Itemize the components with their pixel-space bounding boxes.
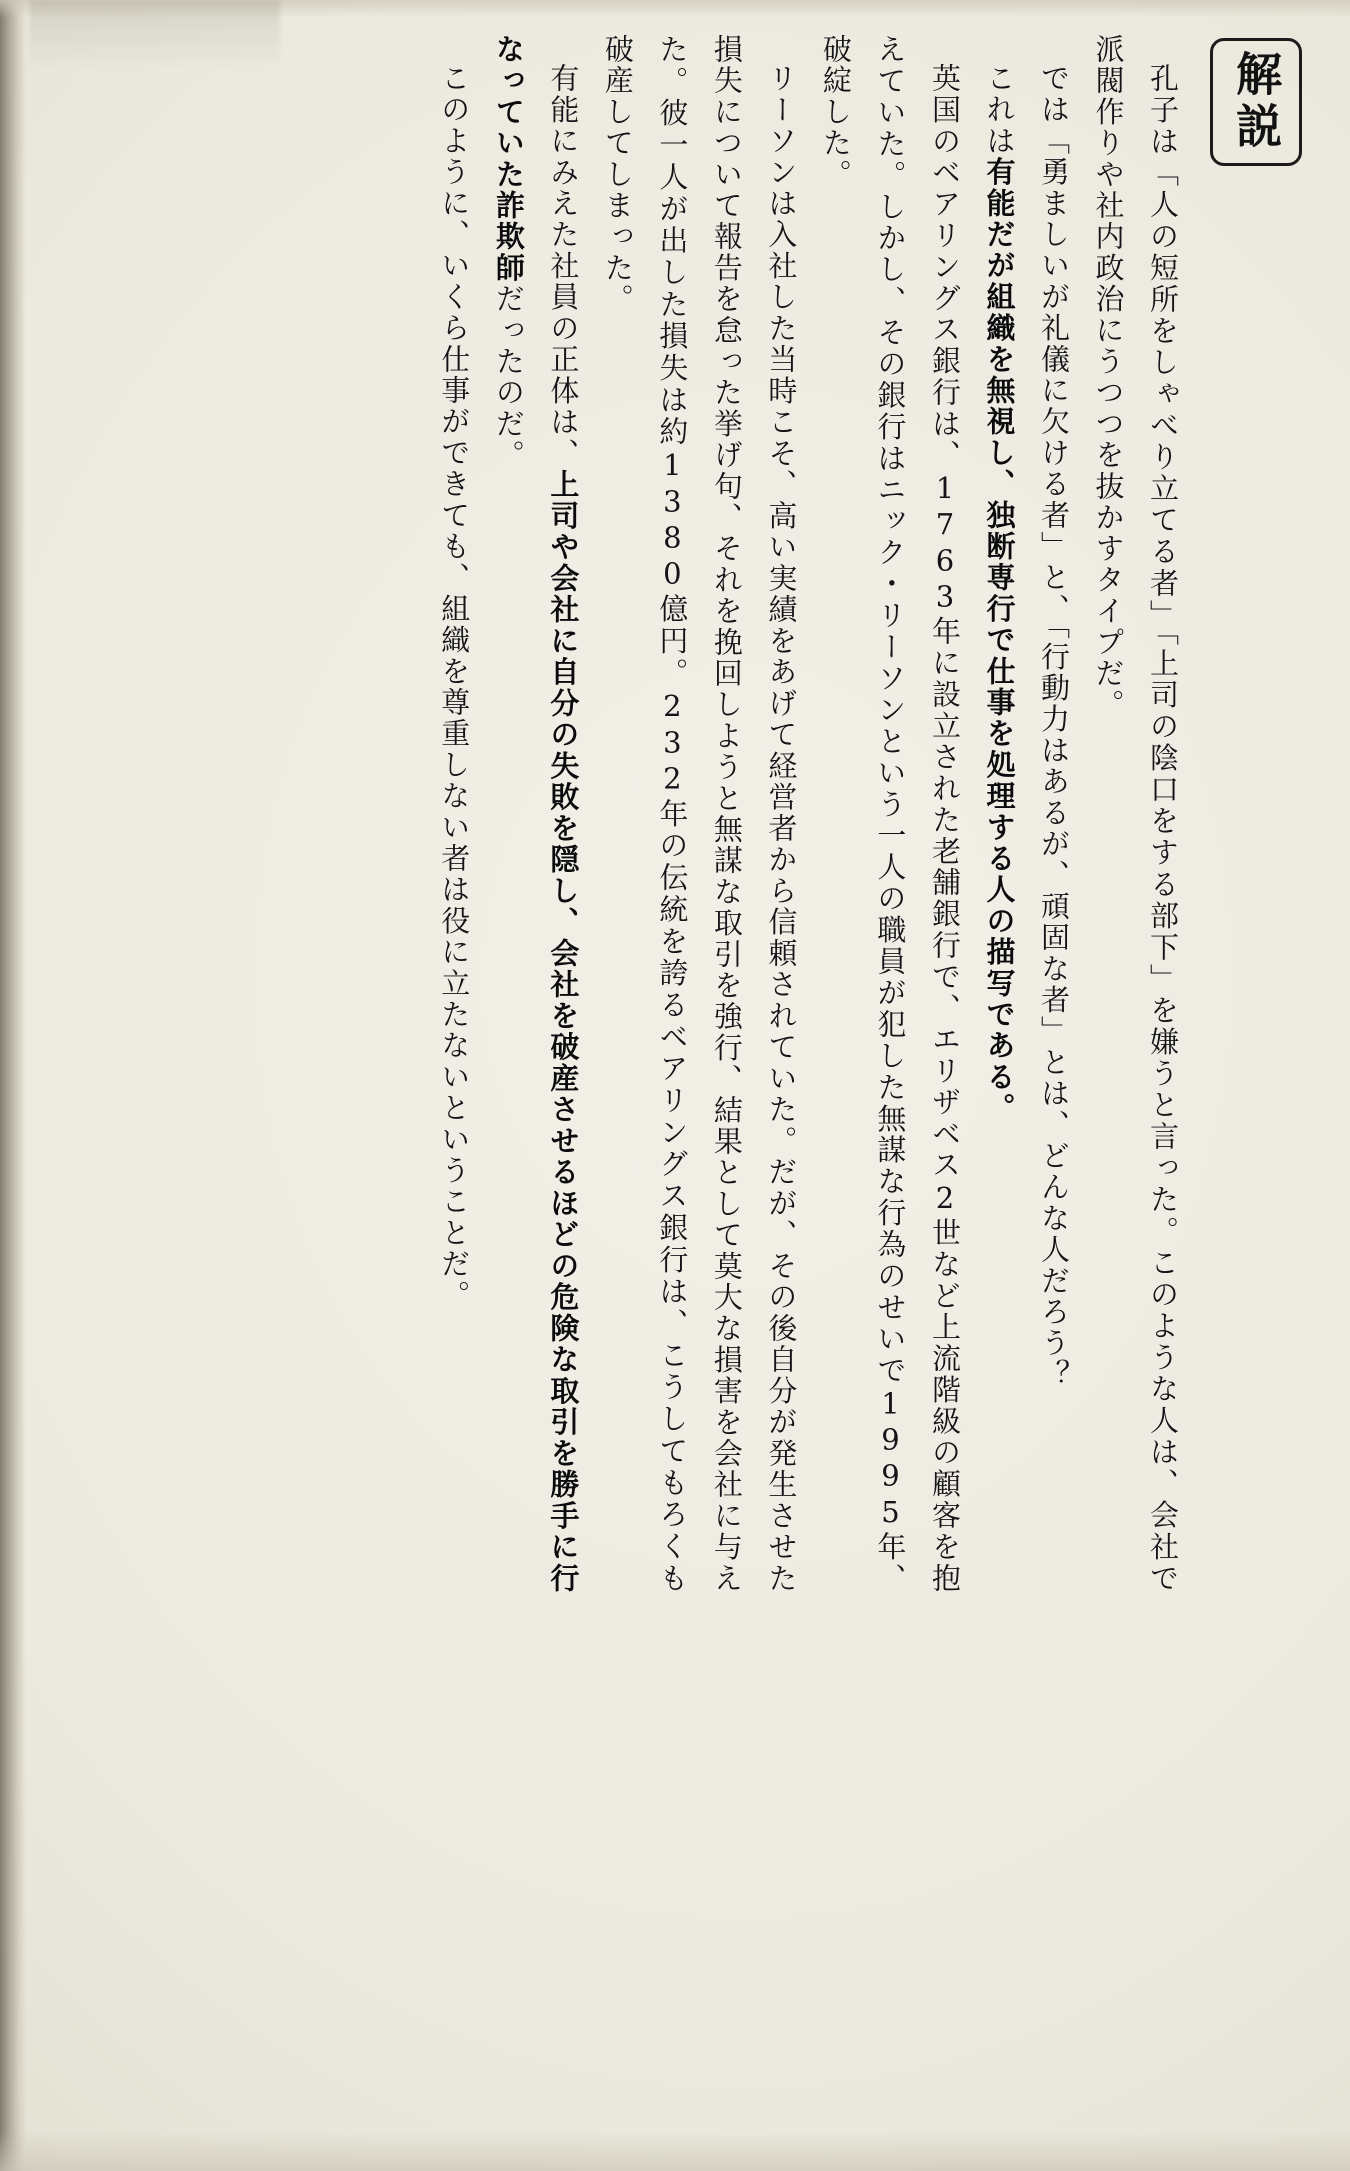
paragraph-text: では「勇ましいが礼儀に欠ける者」と、「行動力はあるが、頑固な者」とは、どんな人だろう？ <box>1036 63 1071 1391</box>
paragraph <box>427 34 482 1594</box>
paragraph-text: このように、いくら仕事ができても、組織を尊重しない者は役に立たないということだ。 <box>437 63 472 1311</box>
section-heading-label: 解説 <box>1229 50 1284 154</box>
paragraph-text: だったのだ。 <box>491 283 526 471</box>
paragraph <box>808 34 972 1594</box>
page-edge-shadow-right <box>1290 0 1350 2171</box>
page-edge-shadow-left <box>0 0 26 2171</box>
paragraph-text: 孔子は「人の短所をしゃべり立てる者」「上司の陰口をする部下」を嫌うと言った。このような人は、会社で派閥作りや社内政治にうつつを抜かすタイプだ。 <box>1091 34 1180 1594</box>
paragraph <box>1081 34 1190 1594</box>
body-text-column <box>70 34 1190 1594</box>
paragraph <box>1026 34 1081 1594</box>
paragraph-text: 英国のベアリングス銀行は、1763年に設立された老舗銀行で、エリザベス2世など上流階級の顧客を抱えていた。しかし、その銀行はニック・リーソンという一人の職員が犯した無謀な行為のせいで1995年、破綻した。 <box>818 34 962 1594</box>
paragraph-text: 有能にみえた社員の正体は、 <box>546 63 581 470</box>
section-heading-box <box>1210 38 1302 166</box>
paragraph-text: これは <box>982 63 1017 157</box>
paragraph <box>481 34 590 1594</box>
paragraph-text: リーソンは入社した当時こそ、高い実績をあげて経営者から信頼されていた。だが、その後自分が発生させた損失について報告を怠った挙げ句、それを挽回しようと無謀な取引を強行、結果として莫大な損害を会社に与えた。彼一人が出した損失は約1380億円。232年の伝統を誇るベアリングス銀行は、こうしてもろくも破産してしまった。 <box>600 34 799 1594</box>
emphasis-text: 有能だが組織を無視し、独断専行で仕事を処理する人の描写である。 <box>982 156 1017 1124</box>
paragraph <box>590 34 808 1594</box>
emphasis-text: 上司や会社に自分の失敗を隠し、会社を破産させるほどの危険な取引を勝手に行なっていた詐欺師 <box>491 34 581 1594</box>
paragraph <box>972 34 1027 1594</box>
page-edge-shadow-bottom <box>0 2131 1350 2171</box>
